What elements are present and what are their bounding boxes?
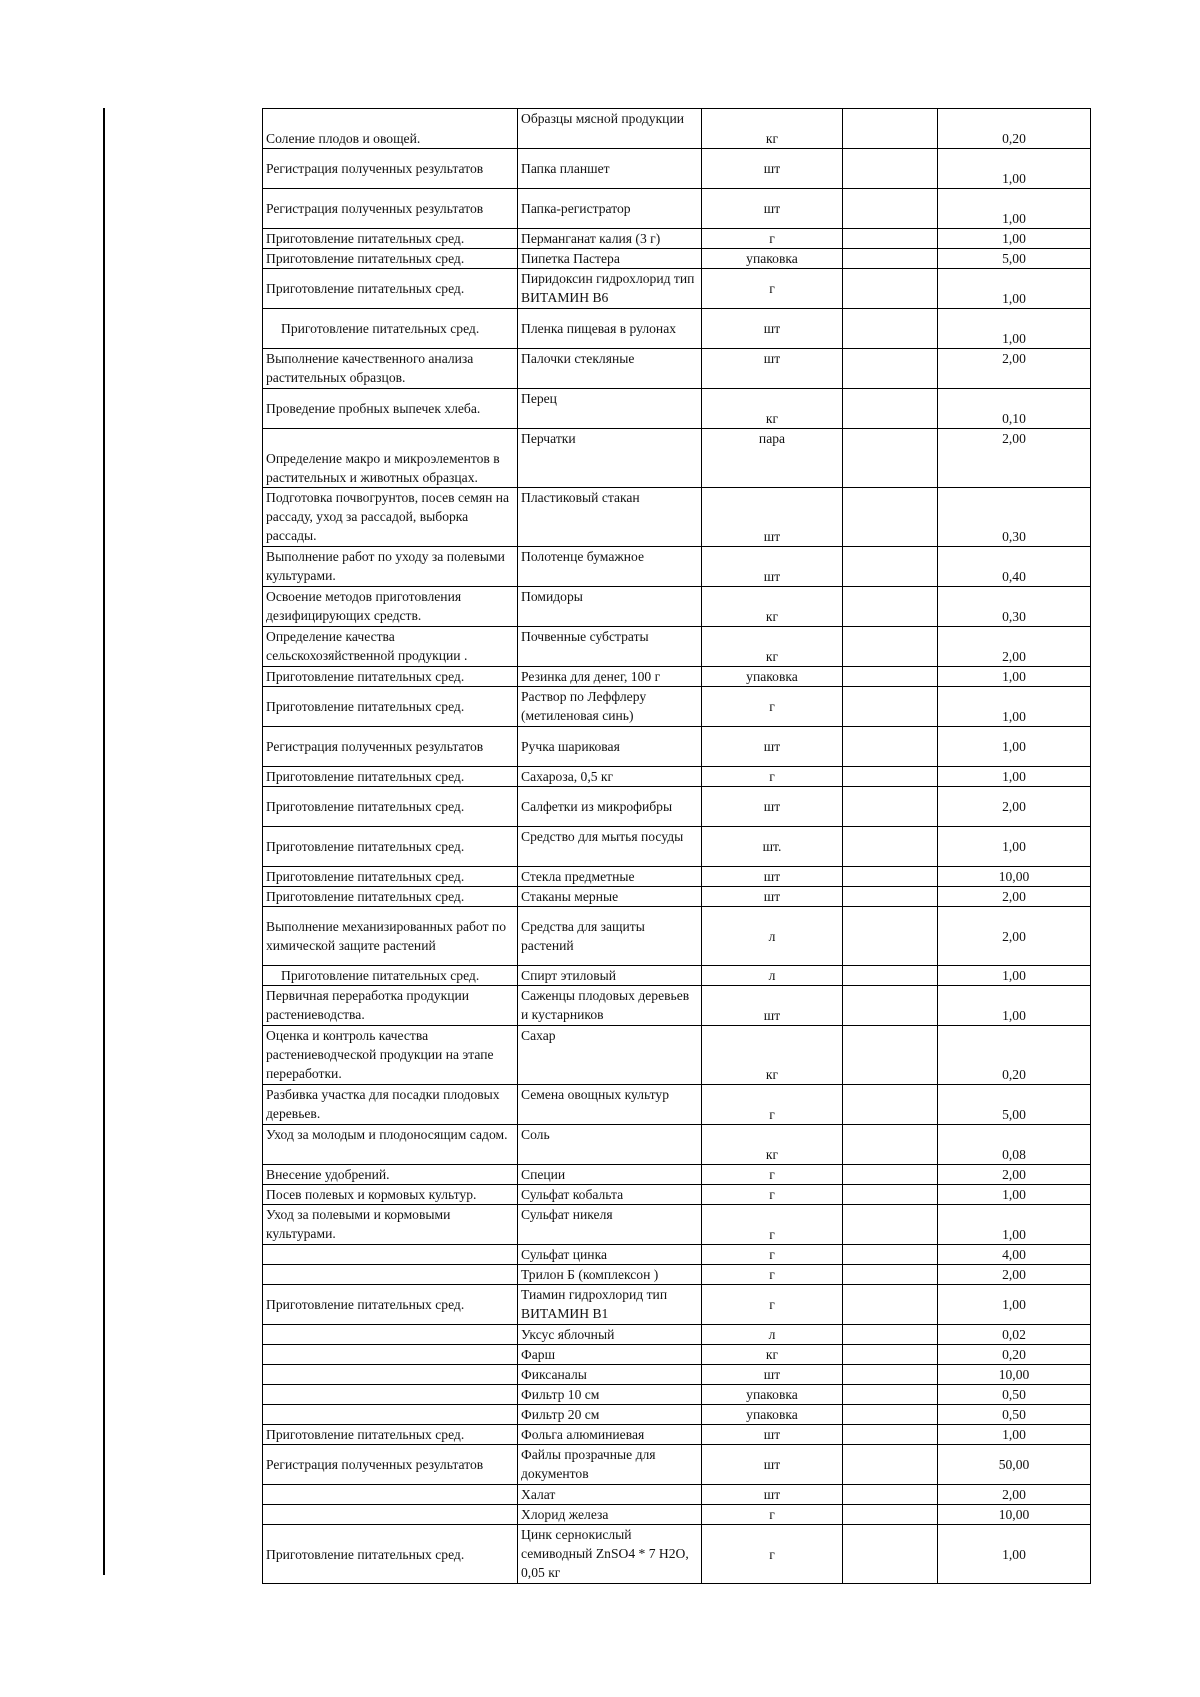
table-row: [263, 787, 1091, 827]
material-cell: Перманганат калия (3 г): [518, 229, 702, 249]
table-row: [263, 1185, 1091, 1205]
unit-cell: упаковка: [702, 1405, 843, 1425]
unit-cell: г: [702, 1165, 843, 1185]
activity-cell: Приготовление питательных сред.: [263, 1425, 518, 1445]
table-row: [263, 587, 1091, 627]
empty-cell: [843, 587, 938, 627]
table-row: [263, 389, 1091, 429]
empty-cell: [843, 767, 938, 787]
table-row: [263, 1085, 1091, 1125]
activity-cell: [263, 1245, 518, 1265]
table-row: [263, 1285, 1091, 1325]
material-cell: Палочки стекляные: [518, 349, 702, 389]
activity-cell: Первичная переработка продукции растениеводства.: [263, 986, 518, 1026]
unit-cell: кг: [702, 389, 843, 429]
quantity-cell: 1,00: [938, 149, 1091, 189]
material-cell: Сахар: [518, 1026, 702, 1085]
unit-cell: упаковка: [702, 249, 843, 269]
table-row: [263, 189, 1091, 229]
material-cell: Трилон Б (комплексон ): [518, 1265, 702, 1285]
empty-cell: [843, 687, 938, 727]
activity-cell: Разбивка участка для посадки плодовых деревьев.: [263, 1085, 518, 1125]
material-cell: Халат: [518, 1485, 702, 1505]
table-row: [263, 867, 1091, 887]
quantity-cell: 0,30: [938, 488, 1091, 547]
material-cell: Почвенные субстраты: [518, 627, 702, 667]
quantity-cell: 1,00: [938, 966, 1091, 986]
table-row: [263, 627, 1091, 667]
activity-cell: Приготовление питательных сред.: [263, 867, 518, 887]
quantity-cell: 2,00: [938, 787, 1091, 827]
quantity-cell: 1,00: [938, 229, 1091, 249]
unit-cell: шт: [702, 547, 843, 587]
table-row: [263, 349, 1091, 389]
activity-cell: Уход за молодым и плодоносящим садом.: [263, 1125, 518, 1165]
table-row: [263, 966, 1091, 986]
activity-cell: Приготовление питательных сред.: [263, 1285, 518, 1325]
empty-cell: [843, 149, 938, 189]
unit-cell: шт: [702, 1445, 843, 1485]
quantity-cell: 1,00: [938, 986, 1091, 1026]
table-row: [263, 1125, 1091, 1165]
material-cell: Перчатки: [518, 429, 702, 488]
quantity-cell: 4,00: [938, 1245, 1091, 1265]
empty-cell: [843, 887, 938, 907]
table-row: [263, 309, 1091, 349]
empty-cell: [843, 1445, 938, 1485]
empty-cell: [843, 1385, 938, 1405]
table-row: [263, 1445, 1091, 1485]
unit-cell: г: [702, 1245, 843, 1265]
unit-cell: шт: [702, 1485, 843, 1505]
quantity-cell: 1,00: [938, 727, 1091, 767]
activity-cell: Регистрация полученных результатов: [263, 727, 518, 767]
activity-cell: Подготовка почвогрунтов, посев семян на рассаду, уход за рассадой, выборка рассады.: [263, 488, 518, 547]
activity-cell: Приготовление питательных сред.: [263, 249, 518, 269]
activity-cell: Приготовление питательных сред.: [263, 787, 518, 827]
table-row: [263, 727, 1091, 767]
table-row: [263, 1245, 1091, 1265]
unit-cell: шт: [702, 727, 843, 767]
activity-cell: Посев полевых и кормовых культур.: [263, 1185, 518, 1205]
empty-cell: [843, 1405, 938, 1425]
empty-cell: [843, 547, 938, 587]
activity-cell: Выполнение механизированных работ по химической защите растений: [263, 907, 518, 966]
table-row: [263, 986, 1091, 1026]
quantity-cell: 1,00: [938, 827, 1091, 867]
activity-cell: Приготовление питательных сред.: [263, 767, 518, 787]
unit-cell: г: [702, 1505, 843, 1525]
table-row: [263, 827, 1091, 867]
quantity-cell: 1,00: [938, 1285, 1091, 1325]
material-cell: Полотенце бумажное: [518, 547, 702, 587]
unit-cell: шт: [702, 149, 843, 189]
table-row: [263, 1485, 1091, 1505]
material-cell: Стекла предметные: [518, 867, 702, 887]
activity-cell: [263, 1345, 518, 1365]
empty-cell: [843, 1505, 938, 1525]
activity-cell: Определение макро и микроэлементов в растительных и животных образцах.: [263, 429, 518, 488]
table-row: [263, 1405, 1091, 1425]
quantity-cell: 1,00: [938, 1425, 1091, 1445]
empty-cell: [843, 1205, 938, 1245]
table-row: [263, 109, 1091, 149]
table-row: [263, 488, 1091, 547]
table-row: [263, 229, 1091, 249]
unit-cell: шт: [702, 488, 843, 547]
activity-cell: Приготовление питательных сред.: [263, 229, 518, 249]
empty-cell: [843, 1125, 938, 1165]
empty-cell: [843, 1285, 938, 1325]
activity-cell: Приготовление питательных сред.: [263, 827, 518, 867]
material-cell: Образцы мясной продукции: [518, 109, 702, 149]
unit-cell: г: [702, 1265, 843, 1285]
table-row: [263, 249, 1091, 269]
table-row: [263, 1325, 1091, 1345]
material-cell: Помидоры: [518, 587, 702, 627]
quantity-cell: 5,00: [938, 249, 1091, 269]
material-cell: Пипетка Пастера: [518, 249, 702, 269]
left-margin-line: [103, 108, 105, 1575]
activity-cell: [263, 1265, 518, 1285]
activity-cell: [263, 1405, 518, 1425]
activity-cell: Соление плодов и овощей.: [263, 109, 518, 149]
table-row: [263, 1505, 1091, 1525]
material-cell: Пластиковый стакан: [518, 488, 702, 547]
material-cell: Салфетки из микрофибры: [518, 787, 702, 827]
table-row: [263, 1165, 1091, 1185]
activity-cell: Регистрация полученных результатов: [263, 189, 518, 229]
activity-cell: Приготовление питательных сред.: [263, 269, 518, 309]
material-cell: Саженцы плодовых деревьев и кустарников: [518, 986, 702, 1026]
quantity-cell: 2,00: [938, 887, 1091, 907]
empty-cell: [843, 867, 938, 887]
empty-cell: [843, 1325, 938, 1345]
material-cell: Цинк сернокислый семиводный ZnSO4 * 7 H2O, 0,05 кг: [518, 1525, 702, 1584]
empty-cell: [843, 1165, 938, 1185]
material-cell: Специи: [518, 1165, 702, 1185]
material-cell: Сульфат кобальта: [518, 1185, 702, 1205]
unit-cell: шт: [702, 1425, 843, 1445]
quantity-cell: 2,00: [938, 907, 1091, 966]
activity-cell: Выполнение качественного анализа растительных образцов.: [263, 349, 518, 389]
quantity-cell: 1,00: [938, 189, 1091, 229]
quantity-cell: 1,00: [938, 667, 1091, 687]
material-cell: Файлы прозрачные для документов: [518, 1445, 702, 1485]
material-cell: Фиксаналы: [518, 1365, 702, 1385]
table-row: [263, 1365, 1091, 1385]
material-cell: Хлорид железа: [518, 1505, 702, 1525]
table-row: [263, 767, 1091, 787]
unit-cell: шт: [702, 1365, 843, 1385]
unit-cell: кг: [702, 109, 843, 149]
empty-cell: [843, 109, 938, 149]
unit-cell: кг: [702, 1125, 843, 1165]
unit-cell: л: [702, 1325, 843, 1345]
quantity-cell: 10,00: [938, 1365, 1091, 1385]
table-row: [263, 429, 1091, 488]
empty-cell: [843, 189, 938, 229]
unit-cell: упаковка: [702, 667, 843, 687]
quantity-cell: 2,00: [938, 349, 1091, 389]
quantity-cell: 0,10: [938, 389, 1091, 429]
empty-cell: [843, 269, 938, 309]
material-cell: Стаканы мерные: [518, 887, 702, 907]
empty-cell: [843, 249, 938, 269]
table-row: [263, 269, 1091, 309]
unit-cell: кг: [702, 587, 843, 627]
unit-cell: г: [702, 269, 843, 309]
quantity-cell: 2,00: [938, 1265, 1091, 1285]
empty-cell: [843, 1525, 938, 1584]
activity-cell: [263, 1505, 518, 1525]
quantity-cell: 2,00: [938, 429, 1091, 488]
table-row: [263, 1026, 1091, 1085]
activity-cell: Приготовление питательных сред.: [263, 309, 518, 349]
material-cell: Средства для защиты растений: [518, 907, 702, 966]
activity-cell: Регистрация полученных результатов: [263, 149, 518, 189]
activity-cell: Внесение удобрений.: [263, 1165, 518, 1185]
quantity-cell: 0,08: [938, 1125, 1091, 1165]
table-row: [263, 547, 1091, 587]
material-cell: Пленка пищевая в рулонах: [518, 309, 702, 349]
material-cell: Уксус яблочный: [518, 1325, 702, 1345]
quantity-cell: 10,00: [938, 1505, 1091, 1525]
empty-cell: [843, 907, 938, 966]
empty-cell: [843, 1185, 938, 1205]
material-cell: Перец: [518, 389, 702, 429]
unit-cell: шт: [702, 189, 843, 229]
quantity-cell: 1,00: [938, 1525, 1091, 1584]
unit-cell: г: [702, 1185, 843, 1205]
empty-cell: [843, 1026, 938, 1085]
quantity-cell: 0,30: [938, 587, 1091, 627]
table-row: [263, 667, 1091, 687]
activity-cell: Приготовление питательных сред.: [263, 887, 518, 907]
activity-cell: Определение качества сельскохозяйственной продукции .: [263, 627, 518, 667]
empty-cell: [843, 986, 938, 1026]
activity-cell: [263, 1385, 518, 1405]
unit-cell: шт: [702, 867, 843, 887]
activity-cell: Приготовление питательных сред.: [263, 966, 518, 986]
empty-cell: [843, 1425, 938, 1445]
unit-cell: л: [702, 966, 843, 986]
quantity-cell: 1,00: [938, 1205, 1091, 1245]
quantity-cell: 1,00: [938, 1185, 1091, 1205]
unit-cell: г: [702, 1205, 843, 1245]
quantity-cell: 2,00: [938, 1485, 1091, 1505]
activity-cell: [263, 1365, 518, 1385]
material-cell: Фарш: [518, 1345, 702, 1365]
table-row: [263, 687, 1091, 727]
activity-cell: Выполнение работ по уходу за полевыми культурами.: [263, 547, 518, 587]
material-cell: Средство для мытья посуды: [518, 827, 702, 867]
activity-cell: Освоение методов приготовления дезифицирующих средств.: [263, 587, 518, 627]
activity-cell: Приготовление питательных сред.: [263, 687, 518, 727]
material-cell: Тиамин гидрохлорид тип ВИТАМИН В1: [518, 1285, 702, 1325]
material-cell: Сульфат цинка: [518, 1245, 702, 1265]
material-cell: Сахароза, 0,5 кг: [518, 767, 702, 787]
material-cell: Папка планшет: [518, 149, 702, 189]
unit-cell: г: [702, 1525, 843, 1584]
empty-cell: [843, 1345, 938, 1365]
material-cell: Раствор по Леффлеру (метиленовая синь): [518, 687, 702, 727]
material-cell: Соль: [518, 1125, 702, 1165]
unit-cell: пара: [702, 429, 843, 488]
activity-cell: [263, 1325, 518, 1345]
quantity-cell: 2,00: [938, 627, 1091, 667]
unit-cell: упаковка: [702, 1385, 843, 1405]
unit-cell: кг: [702, 627, 843, 667]
unit-cell: л: [702, 907, 843, 966]
quantity-cell: 1,00: [938, 269, 1091, 309]
activity-cell: Регистрация полученных результатов: [263, 1445, 518, 1485]
empty-cell: [843, 1365, 938, 1385]
activity-cell: Приготовление питательных сред.: [263, 1525, 518, 1584]
unit-cell: г: [702, 1085, 843, 1125]
unit-cell: шт: [702, 309, 843, 349]
empty-cell: [843, 1265, 938, 1285]
unit-cell: г: [702, 767, 843, 787]
empty-cell: [843, 389, 938, 429]
unit-cell: шт: [702, 887, 843, 907]
table-row: [263, 1205, 1091, 1245]
material-cell: Спирт этиловый: [518, 966, 702, 986]
table-row: [263, 1265, 1091, 1285]
empty-cell: [843, 627, 938, 667]
empty-cell: [843, 966, 938, 986]
unit-cell: кг: [702, 1026, 843, 1085]
quantity-cell: 0,20: [938, 1345, 1091, 1365]
unit-cell: шт: [702, 986, 843, 1026]
unit-cell: г: [702, 687, 843, 727]
unit-cell: шт: [702, 787, 843, 827]
quantity-cell: 0,40: [938, 547, 1091, 587]
activity-cell: Оценка и контроль качества растениеводческой продукции на этапе переработки.: [263, 1026, 518, 1085]
quantity-cell: 50,00: [938, 1445, 1091, 1485]
empty-cell: [843, 1085, 938, 1125]
table-row: [263, 1345, 1091, 1365]
empty-cell: [843, 429, 938, 488]
quantity-cell: 0,50: [938, 1405, 1091, 1425]
quantity-cell: 1,00: [938, 767, 1091, 787]
material-cell: Папка-регистратор: [518, 189, 702, 229]
quantity-cell: 1,00: [938, 687, 1091, 727]
table-row: [263, 887, 1091, 907]
material-cell: Резинка для денег, 100 г: [518, 667, 702, 687]
activity-cell: Уход за полевыми и кормовыми культурами.: [263, 1205, 518, 1245]
table-row: [263, 907, 1091, 966]
quantity-cell: 0,20: [938, 109, 1091, 149]
quantity-cell: 0,02: [938, 1325, 1091, 1345]
unit-cell: шт: [702, 349, 843, 389]
table-row: [263, 149, 1091, 189]
empty-cell: [843, 1245, 938, 1265]
quantity-cell: 1,00: [938, 309, 1091, 349]
table-row: [263, 1525, 1091, 1584]
material-cell: Фильтр 10 см: [518, 1385, 702, 1405]
quantity-cell: 10,00: [938, 867, 1091, 887]
empty-cell: [843, 309, 938, 349]
quantity-cell: 5,00: [938, 1085, 1091, 1125]
empty-cell: [843, 667, 938, 687]
empty-cell: [843, 727, 938, 767]
material-cell: Пиридоксин гидрохлорид тип ВИТАМИН В6: [518, 269, 702, 309]
unit-cell: кг: [702, 1345, 843, 1365]
activity-cell: Приготовление питательных сред.: [263, 667, 518, 687]
empty-cell: [843, 827, 938, 867]
material-cell: Фильтр 20 см: [518, 1405, 702, 1425]
empty-cell: [843, 787, 938, 827]
unit-cell: г: [702, 1285, 843, 1325]
material-cell: Фольга алюминиевая: [518, 1425, 702, 1445]
activity-cell: Проведение пробных выпечек хлеба.: [263, 389, 518, 429]
activity-cell: [263, 1485, 518, 1505]
empty-cell: [843, 1485, 938, 1505]
table-row: [263, 1425, 1091, 1445]
material-cell: Ручка шариковая: [518, 727, 702, 767]
quantity-cell: 0,20: [938, 1026, 1091, 1085]
quantity-cell: 2,00: [938, 1165, 1091, 1185]
empty-cell: [843, 349, 938, 389]
material-cell: Семена овощных культур: [518, 1085, 702, 1125]
material-cell: Сульфат никеля: [518, 1205, 702, 1245]
unit-cell: г: [702, 229, 843, 249]
empty-cell: [843, 229, 938, 249]
unit-cell: шт.: [702, 827, 843, 867]
empty-cell: [843, 488, 938, 547]
quantity-cell: 0,50: [938, 1385, 1091, 1405]
table-row: [263, 1385, 1091, 1405]
materials-table: [262, 108, 1091, 1584]
